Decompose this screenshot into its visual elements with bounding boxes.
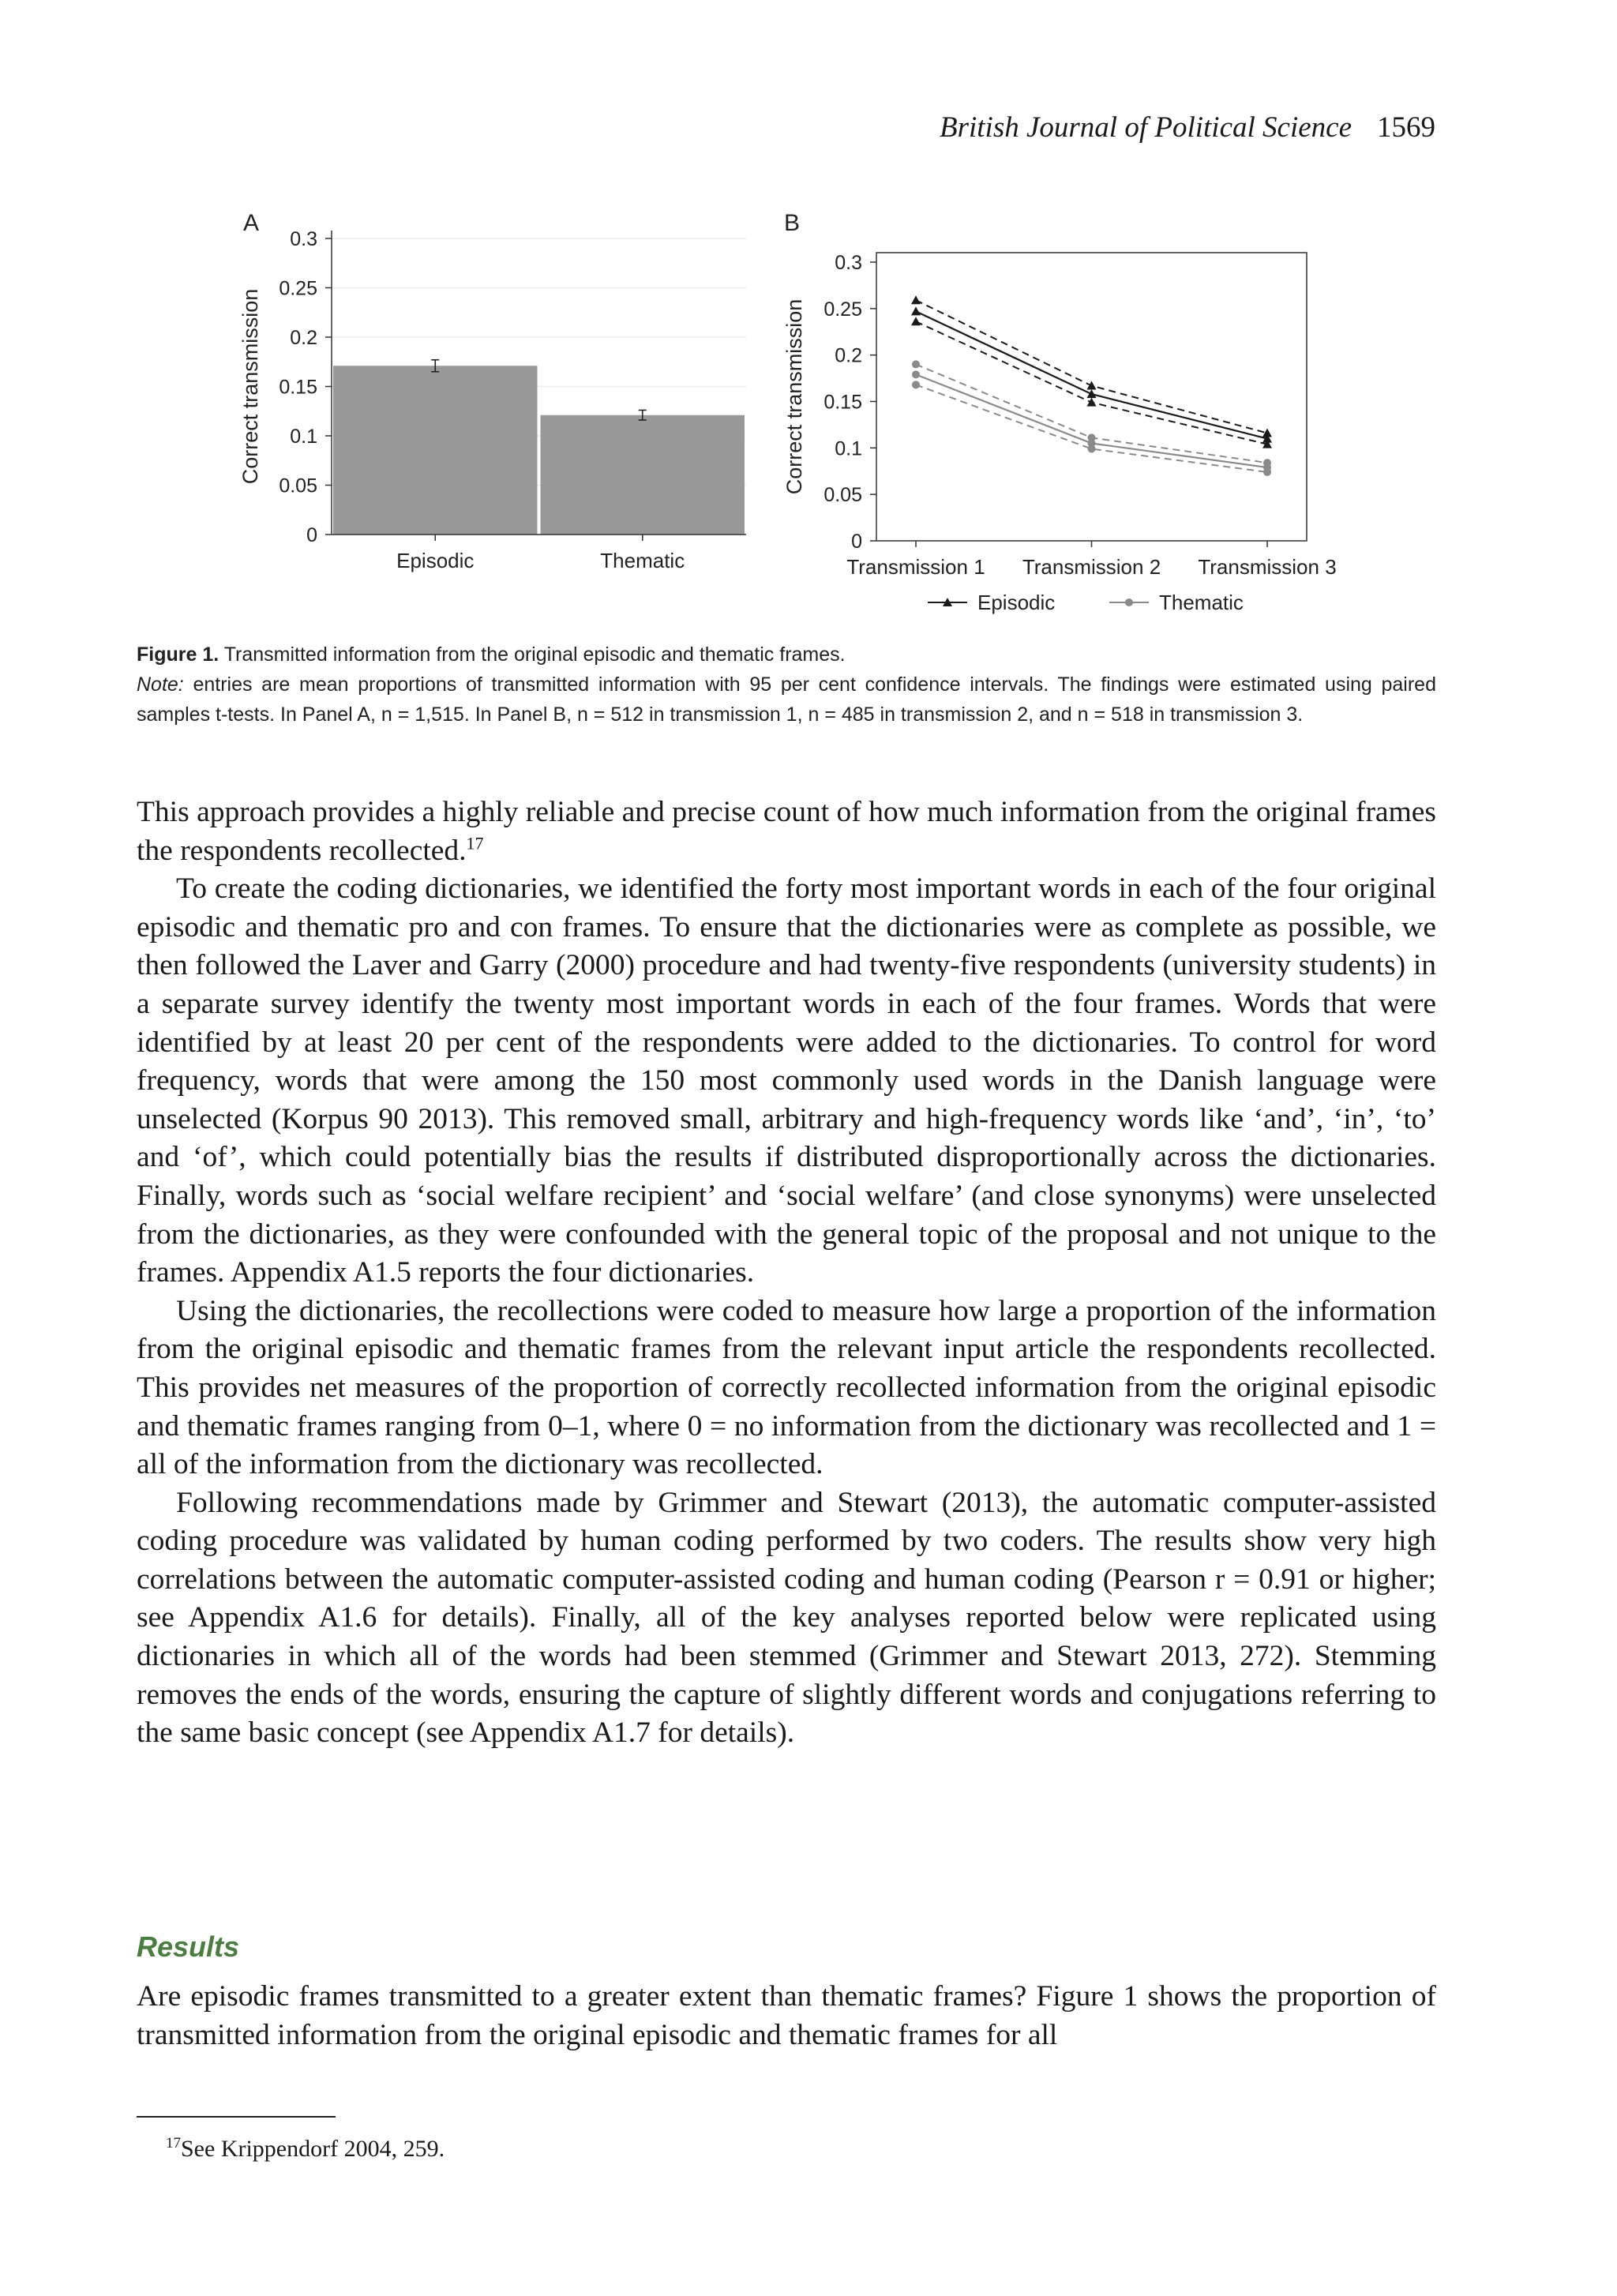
panel-b-legend-marker-thematic [1125, 598, 1133, 606]
page-number: 1569 [1377, 111, 1435, 144]
body-text [137, 793, 1436, 1753]
panel-a-y-tick-label: 0 [306, 524, 317, 546]
figure-1-svg [229, 201, 1366, 628]
panel-b-ci-point-episodic [911, 295, 921, 304]
panel-a-bar-thematic [541, 415, 745, 535]
panel-b-legend-label-thematic: Thematic [1159, 591, 1244, 614]
panel-b-point-episodic [1087, 389, 1097, 398]
footnote [166, 2136, 445, 2163]
panel-b-legend-label-episodic: Episodic [977, 591, 1056, 614]
caption-title: Transmitted information from the original episodic and thematic frames. [223, 643, 846, 666]
panel-a-y-tick-label: 0.1 [290, 426, 317, 448]
panel-b-ci-point-thematic [1088, 433, 1096, 441]
panel-b-ci-point-thematic [1263, 459, 1271, 467]
paragraph-2: To create the coding dictionaries, we identified the forty most important words in each of the four original episodic and thematic pro and con frames. To ensure that the dictionaries were as complete as possible, we then followed the Laver and Garry (2000) procedure and had twenty-five respondents (university students) in a separate survey identify the twenty most important words in each of the four frames. Words that were identified by at least 20 per cent of the respondents were added to the dictionaries. To control for word frequency, words that were among the 150 most commonly used words in the Danish language were unselected (Korpus 90 2013). This removed small, arbitrary and high-frequency words like ‘and’, ‘in’, ‘to’ and ‘of’, which could potentially bias the results if distributed disproportionally across the dictionaries. Finally, words such as ‘social welfare recipient’ and ‘social welfare’ (and close synonyms) were unselected from the dictionaries, as they were confounded with the general topic of the proposal and not unique to the frames. Appendix A1.5 reports the four dictionaries. [137, 872, 1436, 1289]
panel-b-point-thematic [912, 370, 920, 378]
results-heading: Results [137, 1930, 240, 1963]
panel-a-bar-episodic [333, 366, 538, 535]
panel-b-y-tick-label: 0.3 [835, 252, 862, 274]
panel-b-point-episodic [911, 306, 921, 315]
caption-note-label: Note: [137, 673, 184, 696]
panel-a-y-tick-label: 0.15 [279, 376, 317, 399]
panel-b-ci-point-episodic [1087, 398, 1097, 407]
paragraph-1-text: This approach provides a highly reliable and precise count of how much information from the original frames the respondents recollected. [137, 796, 1436, 867]
panel-b-ci-point-thematic [912, 381, 920, 388]
panel-a-y-tick-label: 0.25 [279, 277, 317, 300]
panel-a-x-tick-label: Thematic [600, 549, 685, 572]
figure-1 [229, 201, 1366, 628]
paragraph-4: Following recommendations made by Grimmer and Stewart (2013), the automatic computer-assisted coding procedure was validated by human coding performed by two coders. The results show very high correlations between the automatic computer-assisted coding and human coding (Pearson r = 0.91 or higher; see Appendix A1.6 for details). Finally, all of the key analyses reported below were replicated using dictionaries in which all of the words had been stemmed (Grimmer and Stewart 2013, 272). Stemming removes the ends of the words, ensuring the capture of slightly different words and conjugations referring to the same basic concept (see Appendix A1.7 for details). [137, 1486, 1436, 1750]
panel-a-y-tick-label: 0.3 [290, 228, 317, 250]
panel-b-y-tick-label: 0.15 [824, 391, 862, 414]
footnote-number: 17 [166, 2135, 181, 2152]
panel-b-y-tick-label: 0.05 [824, 484, 862, 507]
panel-a-y-tick-label: 0.2 [290, 327, 317, 349]
journal-title: British Journal of Political Science [939, 111, 1352, 144]
panel-b-ci-point-episodic [911, 317, 921, 325]
panel-a-x-tick-label: Episodic [396, 549, 475, 572]
footnote-text: See Krippendorf 2004, 259. [181, 2136, 445, 2162]
panel-b-y-tick-label: 0.2 [835, 344, 862, 367]
figure-caption [137, 640, 1436, 730]
panel-b-label: B [783, 210, 801, 236]
footnote-ref: 17 [466, 833, 484, 853]
caption-note: entries are mean proportions of transmitted information with 95 per cent confidence intervals. The findings were estimated using paired samples t-tests. In Panel A, n = 1,515. In Panel B, n = 512 in transmission 1, n = 485 in transmission 2, and n = 518 in transmission 3. [137, 673, 1436, 726]
paragraph-3: Using the dictionaries, the recollections were coded to measure how large a proportion of the information from the original episodic and thematic frames from the relevant input article the respondents recollected. This provides net measures of the proportion of correctly recollected information from the original episodic and thematic frames ranging from 0–1, where 0 = no information from the dictionary was recollected and 1 = all of the information from the dictionary was recollected. [137, 1294, 1436, 1481]
panel-b-ci-upper-episodic [916, 300, 1267, 433]
panel-b-y-tick-label: 0.25 [824, 298, 862, 321]
panel-b-x-tick-label: Transmission 2 [1022, 555, 1161, 579]
panel-a-y-tick-label: 0.05 [279, 475, 317, 497]
panel-a-label: A [242, 210, 260, 236]
panel-b-ci-point-thematic [1263, 468, 1271, 476]
panel-b-y-tick-label: 0.1 [835, 437, 862, 460]
running-header [940, 111, 1435, 144]
results-paragraph: Are episodic frames transmitted to a greater extent than thematic frames? Figure 1 shows the proportion of transmitted information from the original episodic and thematic frames for all [137, 1980, 1436, 2051]
panel-b-ci-point-episodic [1087, 381, 1097, 389]
panel-b-y-tick-label: 0 [851, 531, 862, 553]
panel-b-ci-point-thematic [1088, 445, 1096, 453]
paragraph-1 [137, 793, 1436, 870]
footnote-rule [137, 2116, 336, 2118]
panel-a-y-axis-label: Correct transmission [238, 288, 262, 485]
panel-b-x-tick-label: Transmission 1 [846, 555, 985, 579]
panel-b-y-axis-label: Correct transmission [782, 298, 806, 495]
caption-label: Figure 1. [137, 643, 219, 666]
panel-b-x-tick-label: Transmission 3 [1198, 555, 1337, 579]
panel-b-ci-point-thematic [912, 360, 920, 368]
